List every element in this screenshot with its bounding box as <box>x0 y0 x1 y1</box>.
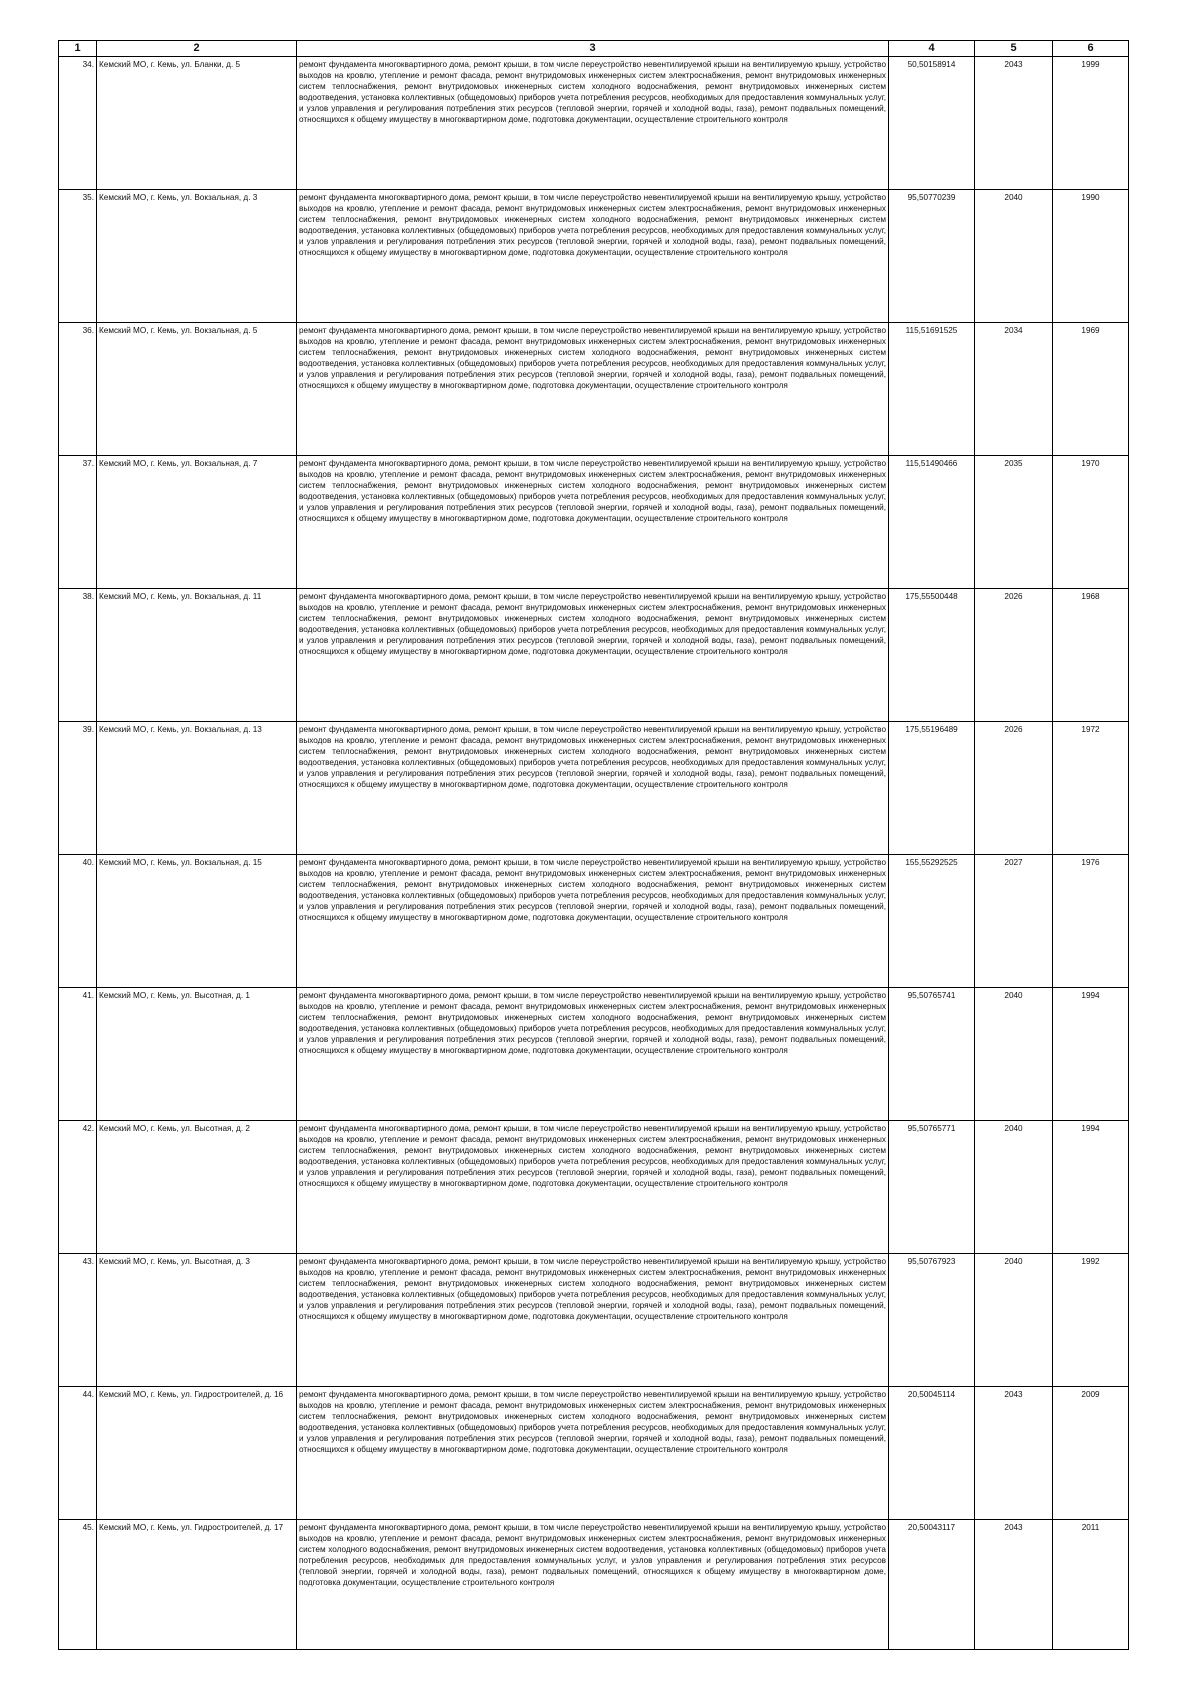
table-row <box>59 589 1129 722</box>
row-value-5: 2027 <box>975 855 1053 988</box>
row-number: 35. <box>59 190 97 323</box>
row-value-5: 2040 <box>975 190 1053 323</box>
row-value-6: 1994 <box>1053 988 1129 1121</box>
row-number: 36. <box>59 323 97 456</box>
row-works: ремонт фундамента многоквартирного дома, ремонт крыши, в том числе переустройство невентилируемой крыши на вентилируемую крышу, устройство выходов на кровлю, утепление и ремонт фасада, ремонт внутридомовых инженерных систем электроснабжения, ремонт внутридомовых инженерных систем холодного водоснабжения, ремонт внутридомовых инженерных систем водоотведения, установка коллективных (общедомовых) приборов учета потребления ресурсов, необходимых для предоставления коммунальных услуг, и узлов управления и регулирования потребления этих ресурсов (тепловой энергии, горячей и холодной воды, газа), ремонт подвальных помещений, относящихся к общему имуществу в многоквартирном доме, подготовка документации, осуществление строительного контроля <box>297 1520 889 1650</box>
row-number: 41. <box>59 988 97 1121</box>
row-address: Кемский МО, г. Кемь, ул. Вокзальная, д. 5 <box>97 323 297 456</box>
row-value-4: 175,55196489 <box>889 722 975 855</box>
row-value-4: 20,50043117 <box>889 1520 975 1650</box>
row-works: ремонт фундамента многоквартирного дома, ремонт крыши, в том числе переустройство невентилируемой крыши на вентилируемую крышу, устройство выходов на кровлю, утепление и ремонт фасада, ремонт внутридомовых инженерных систем электроснабжения, ремонт внутридомовых инженерных систем теплоснабжения, ремонт внутридомовых инженерных систем холодного водоснабжения, ремонт внутридомовых инженерных систем водоотведения, установка коллективных (общедомовых) приборов учета потребления ресурсов, необходимых для предоставления коммунальных услуг, и узлов управления и регулирования потребления этих ресурсов (тепловой энергии, горячей и холодной воды, газа), ремонт подвальных помещений, относящихся к общему имуществу в многоквартирном доме, подготовка документации, осуществление строительного контроля <box>297 190 889 323</box>
table-row <box>59 988 1129 1121</box>
row-address: Кемский МО, г. Кемь, ул. Вокзальная, д. 11 <box>97 589 297 722</box>
row-value-5: 2043 <box>975 1520 1053 1650</box>
row-value-6: 1994 <box>1053 1121 1129 1254</box>
row-address: Кемский МО, г. Кемь, ул. Вокзальная, д. 15 <box>97 855 297 988</box>
column-header-2: 2 <box>97 41 297 57</box>
row-number: 40. <box>59 855 97 988</box>
row-address: Кемский МО, г. Кемь, ул. Гидростроителей, д. 17 <box>97 1520 297 1650</box>
row-works: ремонт фундамента многоквартирного дома, ремонт крыши, в том числе переустройство невентилируемой крыши на вентилируемую крышу, устройство выходов на кровлю, утепление и ремонт фасада, ремонт внутридомовых инженерных систем электроснабжения, ремонт внутридомовых инженерных систем теплоснабжения, ремонт внутридомовых инженерных систем холодного водоснабжения, ремонт внутридомовых инженерных систем водоотведения, установка коллективных (общедомовых) приборов учета потребления ресурсов, необходимых для предоставления коммунальных услуг, и узлов управления и регулирования потребления этих ресурсов (тепловой энергии, горячей и холодной воды, газа), ремонт подвальных помещений, относящихся к общему имуществу в многоквартирном доме, подготовка документации, осуществление строительного контроля <box>297 323 889 456</box>
row-value-4: 20,50045114 <box>889 1387 975 1520</box>
row-works: ремонт фундамента многоквартирного дома, ремонт крыши, в том числе переустройство невентилируемой крыши на вентилируемую крышу, устройство выходов на кровлю, утепление и ремонт фасада, ремонт внутридомовых инженерных систем электроснабжения, ремонт внутридомовых инженерных систем теплоснабжения, ремонт внутридомовых инженерных систем холодного водоснабжения, ремонт внутридомовых инженерных систем водоотведения, установка коллективных (общедомовых) приборов учета потребления ресурсов, необходимых для предоставления коммунальных услуг, и узлов управления и регулирования потребления этих ресурсов (тепловой энергии, горячей и холодной воды, газа), ремонт подвальных помещений, относящихся к общему имуществу в многоквартирном доме, подготовка документации, осуществление строительного контроля <box>297 589 889 722</box>
row-works: ремонт фундамента многоквартирного дома, ремонт крыши, в том числе переустройство невентилируемой крыши на вентилируемую крышу, устройство выходов на кровлю, утепление и ремонт фасада, ремонт внутридомовых инженерных систем электроснабжения, ремонт внутридомовых инженерных систем теплоснабжения, ремонт внутридомовых инженерных систем холодного водоснабжения, ремонт внутридомовых инженерных систем водоотведения, установка коллективных (общедомовых) приборов учета потребления ресурсов, необходимых для предоставления коммунальных услуг, и узлов управления и регулирования потребления этих ресурсов (тепловой энергии, горячей и холодной воды, газа), ремонт подвальных помещений, относящихся к общему имуществу в многоквартирном доме, подготовка документации, осуществление строительного контроля <box>297 456 889 589</box>
row-value-6: 1972 <box>1053 722 1129 855</box>
row-number: 39. <box>59 722 97 855</box>
row-value-6: 1999 <box>1053 57 1129 190</box>
row-value-6: 2009 <box>1053 1387 1129 1520</box>
row-number: 38. <box>59 589 97 722</box>
row-value-6: 1968 <box>1053 589 1129 722</box>
column-header-5: 5 <box>975 41 1053 57</box>
row-number: 34. <box>59 57 97 190</box>
table-row <box>59 722 1129 855</box>
row-number: 45. <box>59 1520 97 1650</box>
row-number: 43. <box>59 1254 97 1387</box>
row-value-5: 2026 <box>975 589 1053 722</box>
table-row <box>59 190 1129 323</box>
row-address: Кемский МО, г. Кемь, ул. Вокзальная, д. 7 <box>97 456 297 589</box>
row-address: Кемский МО, г. Кемь, ул. Высотная, д. 1 <box>97 988 297 1121</box>
row-value-6: 1976 <box>1053 855 1129 988</box>
row-value-4: 50,50158914 <box>889 57 975 190</box>
table-row <box>59 456 1129 589</box>
row-value-5: 2040 <box>975 1121 1053 1254</box>
row-number: 37. <box>59 456 97 589</box>
row-works: ремонт фундамента многоквартирного дома, ремонт крыши, в том числе переустройство невентилируемой крыши на вентилируемую крышу, устройство выходов на кровлю, утепление и ремонт фасада, ремонт внутридомовых инженерных систем электроснабжения, ремонт внутридомовых инженерных систем теплоснабжения, ремонт внутридомовых инженерных систем холодного водоснабжения, ремонт внутридомовых инженерных систем водоотведения, установка коллективных (общедомовых) приборов учета потребления ресурсов, необходимых для предоставления коммунальных услуг, и узлов управления и регулирования потребления этих ресурсов (тепловой энергии, горячей и холодной воды, газа), ремонт подвальных помещений, относящихся к общему имуществу в многоквартирном доме, подготовка документации, осуществление строительного контроля <box>297 1254 889 1387</box>
row-number: 44. <box>59 1387 97 1520</box>
row-value-6: 1970 <box>1053 456 1129 589</box>
row-value-4: 155,55292525 <box>889 855 975 988</box>
row-value-6: 1990 <box>1053 190 1129 323</box>
row-address: Кемский МО, г. Кемь, ул. Бланки, д. 5 <box>97 57 297 190</box>
row-works: ремонт фундамента многоквартирного дома, ремонт крыши, в том числе переустройство невентилируемой крыши на вентилируемую крышу, устройство выходов на кровлю, утепление и ремонт фасада, ремонт внутридомовых инженерных систем электроснабжения, ремонт внутридомовых инженерных систем теплоснабжения, ремонт внутридомовых инженерных систем холодного водоснабжения, ремонт внутридомовых инженерных систем водоотведения, установка коллективных (общедомовых) приборов учета потребления ресурсов, необходимых для предоставления коммунальных услуг, и узлов управления и регулирования потребления этих ресурсов (тепловой энергии, горячей и холодной воды, газа), ремонт подвальных помещений, относящихся к общему имуществу в многоквартирном доме, подготовка документации, осуществление строительного контроля <box>297 988 889 1121</box>
table-row <box>59 57 1129 190</box>
row-address: Кемский МО, г. Кемь, ул. Вокзальная, д. 13 <box>97 722 297 855</box>
row-value-4: 95,50767923 <box>889 1254 975 1387</box>
row-value-5: 2040 <box>975 1254 1053 1387</box>
header-row <box>59 41 1129 57</box>
row-value-6: 1992 <box>1053 1254 1129 1387</box>
table-row <box>59 1121 1129 1254</box>
column-header-3: 3 <box>297 41 889 57</box>
row-value-5: 2026 <box>975 722 1053 855</box>
row-value-6: 1969 <box>1053 323 1129 456</box>
table-row <box>59 1387 1129 1520</box>
row-works: ремонт фундамента многоквартирного дома, ремонт крыши, в том числе переустройство невентилируемой крыши на вентилируемую крышу, устройство выходов на кровлю, утепление и ремонт фасада, ремонт внутридомовых инженерных систем электроснабжения, ремонт внутридомовых инженерных систем теплоснабжения, ремонт внутридомовых инженерных систем холодного водоснабжения, ремонт внутридомовых инженерных систем водоотведения, установка коллективных (общедомовых) приборов учета потребления ресурсов, необходимых для предоставления коммунальных услуг, и узлов управления и регулирования потребления этих ресурсов (тепловой энергии, горячей и холодной воды, газа), ремонт подвальных помещений, относящихся к общему имуществу в многоквартирном доме, подготовка документации, осуществление строительного контроля <box>297 855 889 988</box>
row-address: Кемский МО, г. Кемь, ул. Высотная, д. 2 <box>97 1121 297 1254</box>
row-value-4: 95,50765771 <box>889 1121 975 1254</box>
row-works: ремонт фундамента многоквартирного дома, ремонт крыши, в том числе переустройство невентилируемой крыши на вентилируемую крышу, устройство выходов на кровлю, утепление и ремонт фасада, ремонт внутридомовых инженерных систем электроснабжения, ремонт внутридомовых инженерных систем теплоснабжения, ремонт внутридомовых инженерных систем холодного водоснабжения, ремонт внутридомовых инженерных систем водоотведения, установка коллективных (общедомовых) приборов учета потребления ресурсов, необходимых для предоставления коммунальных услуг, и узлов управления и регулирования потребления этих ресурсов (тепловой энергии, горячей и холодной воды, газа), ремонт подвальных помещений, относящихся к общему имуществу в многоквартирном доме, подготовка документации, осуществление строительного контроля <box>297 1121 889 1254</box>
row-value-5: 2034 <box>975 323 1053 456</box>
table-row <box>59 323 1129 456</box>
row-value-5: 2043 <box>975 1387 1053 1520</box>
row-number: 42. <box>59 1121 97 1254</box>
row-value-4: 95,50770239 <box>889 190 975 323</box>
table-row <box>59 1520 1129 1650</box>
row-value-4: 175,55500448 <box>889 589 975 722</box>
column-header-1: 1 <box>59 41 97 57</box>
row-works: ремонт фундамента многоквартирного дома, ремонт крыши, в том числе переустройство невентилируемой крыши на вентилируемую крышу, устройство выходов на кровлю, утепление и ремонт фасада, ремонт внутридомовых инженерных систем электроснабжения, ремонт внутридомовых инженерных систем теплоснабжения, ремонт внутридомовых инженерных систем холодного водоснабжения, ремонт внутридомовых инженерных систем водоотведения, установка коллективных (общедомовых) приборов учета потребления ресурсов, необходимых для предоставления коммунальных услуг, и узлов управления и регулирования потребления этих ресурсов (тепловой энергии, горячей и холодной воды, газа), ремонт подвальных помещений, относящихся к общему имуществу в многоквартирном доме, подготовка документации, осуществление строительного контроля <box>297 57 889 190</box>
row-value-6: 2011 <box>1053 1520 1129 1650</box>
row-value-5: 2043 <box>975 57 1053 190</box>
row-value-5: 2035 <box>975 456 1053 589</box>
table-row <box>59 855 1129 988</box>
table-row <box>59 1254 1129 1387</box>
row-value-4: 115,51691525 <box>889 323 975 456</box>
row-works: ремонт фундамента многоквартирного дома, ремонт крыши, в том числе переустройство невентилируемой крыши на вентилируемую крышу, устройство выходов на кровлю, утепление и ремонт фасада, ремонт внутридомовых инженерных систем электроснабжения, ремонт внутридомовых инженерных систем теплоснабжения, ремонт внутридомовых инженерных систем холодного водоснабжения, ремонт внутридомовых инженерных систем водоотведения, установка коллективных (общедомовых) приборов учета потребления ресурсов, необходимых для предоставления коммунальных услуг, и узлов управления и регулирования потребления этих ресурсов (тепловой энергии, горячей и холодной воды, газа), ремонт подвальных помещений, относящихся к общему имуществу в многоквартирном доме, подготовка документации, осуществление строительного контроля <box>297 1387 889 1520</box>
row-value-5: 2040 <box>975 988 1053 1121</box>
row-value-4: 115,51490466 <box>889 456 975 589</box>
capital-repair-table <box>58 40 1129 1650</box>
row-address: Кемский МО, г. Кемь, ул. Гидростроителей, д. 16 <box>97 1387 297 1520</box>
column-header-6: 6 <box>1053 41 1129 57</box>
row-address: Кемский МО, г. Кемь, ул. Вокзальная, д. 3 <box>97 190 297 323</box>
row-value-4: 95,50765741 <box>889 988 975 1121</box>
row-address: Кемский МО, г. Кемь, ул. Высотная, д. 3 <box>97 1254 297 1387</box>
column-header-4: 4 <box>889 41 975 57</box>
row-works: ремонт фундамента многоквартирного дома, ремонт крыши, в том числе переустройство невентилируемой крыши на вентилируемую крышу, устройство выходов на кровлю, утепление и ремонт фасада, ремонт внутридомовых инженерных систем электроснабжения, ремонт внутридомовых инженерных систем теплоснабжения, ремонт внутридомовых инженерных систем холодного водоснабжения, ремонт внутридомовых инженерных систем водоотведения, установка коллективных (общедомовых) приборов учета потребления ресурсов, необходимых для предоставления коммунальных услуг, и узлов управления и регулирования потребления этих ресурсов (тепловой энергии, горячей и холодной воды, газа), ремонт подвальных помещений, относящихся к общему имуществу в многоквартирном доме, подготовка документации, осуществление строительного контроля <box>297 722 889 855</box>
